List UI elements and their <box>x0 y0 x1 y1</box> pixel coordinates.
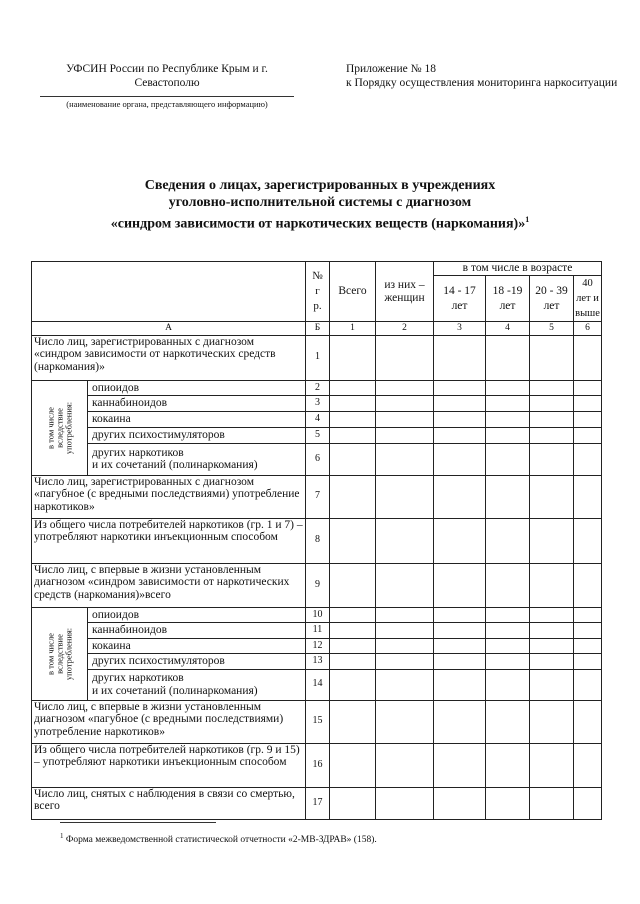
data-cell[interactable] <box>330 787 376 819</box>
data-cell[interactable] <box>574 700 602 743</box>
row-label: опиоидов <box>88 380 306 396</box>
data-cell[interactable] <box>330 335 376 380</box>
table-row <box>32 607 602 623</box>
row-number: 15 <box>306 700 330 743</box>
row-label: каннабиноидов <box>88 623 306 639</box>
row-label: Из общего числа потребителей наркотиков (гр. 9 и 15) – употребляют наркотики инъекционным способом <box>32 743 306 787</box>
table-row <box>32 654 602 670</box>
data-cell[interactable] <box>376 638 434 654</box>
data-cell[interactable] <box>330 669 376 700</box>
data-cell[interactable] <box>574 475 602 518</box>
data-cell[interactable] <box>330 743 376 787</box>
data-cell[interactable] <box>530 669 574 700</box>
data-cell[interactable] <box>434 638 486 654</box>
table-row <box>32 787 602 819</box>
table-row <box>32 380 602 396</box>
row-number: 8 <box>306 518 330 563</box>
colnum-3: 3 <box>434 322 486 336</box>
data-cell[interactable] <box>530 412 574 428</box>
organization-line-2: Севастополю <box>134 77 200 89</box>
row-label: других наркотиков и их сочетаний (полинаркомания) <box>88 669 306 700</box>
table-row <box>32 427 602 443</box>
data-cell[interactable] <box>330 380 376 396</box>
data-cell[interactable] <box>330 427 376 443</box>
data-cell[interactable] <box>574 638 602 654</box>
data-cell[interactable] <box>434 623 486 639</box>
data-cell[interactable] <box>486 743 530 787</box>
row-number: 17 <box>306 787 330 819</box>
row-label: Число лиц, зарегистрированных с диагнозом «синдром зависимости от наркотических средств (наркомания)» <box>32 335 306 380</box>
data-cell[interactable] <box>530 654 574 670</box>
header-age-14-17: 14 - 17 лет <box>434 276 486 322</box>
row-label: кокаина <box>88 638 306 654</box>
row-number: 4 <box>306 412 330 428</box>
data-cell[interactable] <box>574 518 602 563</box>
data-cell[interactable] <box>486 335 530 380</box>
title-line-3-text: «синдром зависимости от наркотических веществ (наркомания)» <box>110 216 526 232</box>
data-cell[interactable] <box>376 335 434 380</box>
data-cell[interactable] <box>376 412 434 428</box>
table-row <box>32 669 602 700</box>
data-cell[interactable] <box>530 787 574 819</box>
data-cell[interactable] <box>330 638 376 654</box>
data-cell[interactable] <box>486 669 530 700</box>
data-cell[interactable] <box>434 443 486 475</box>
data-cell[interactable] <box>574 654 602 670</box>
colnum-6: 6 <box>574 322 602 336</box>
data-cell[interactable] <box>486 443 530 475</box>
data-cell[interactable] <box>486 396 530 412</box>
data-cell[interactable] <box>530 638 574 654</box>
colnum-4: 4 <box>486 322 530 336</box>
data-cell[interactable] <box>376 443 434 475</box>
data-cell[interactable] <box>530 518 574 563</box>
data-cell[interactable] <box>434 607 486 623</box>
data-cell[interactable] <box>574 563 602 607</box>
document-title <box>40 177 600 233</box>
footnote-text: Форма межведомственной статистической отчетности «2-МВ-ЗДРАВ» (158). <box>63 835 377 846</box>
data-cell[interactable] <box>530 623 574 639</box>
data-cell[interactable] <box>486 623 530 639</box>
organization-underline <box>40 96 294 97</box>
row-label: Число лиц, с впервые в жизни установленным диагнозом «пагубное (с вредными последствиями) употребление наркотиков» <box>32 700 306 743</box>
data-cell[interactable] <box>434 787 486 819</box>
header-age-40-plus: 40 лет и выше <box>574 276 602 322</box>
header-row-number: № г р. <box>306 262 330 322</box>
data-cell[interactable] <box>574 787 602 819</box>
row-number: 1 <box>306 335 330 380</box>
header-women: из них – женщин <box>376 262 434 322</box>
colnum-5: 5 <box>530 322 574 336</box>
data-cell[interactable] <box>330 623 376 639</box>
table-row <box>32 335 602 380</box>
data-cell[interactable] <box>434 700 486 743</box>
data-cell[interactable] <box>486 380 530 396</box>
data-cell[interactable] <box>376 669 434 700</box>
table-row <box>32 563 602 607</box>
data-cell[interactable] <box>486 518 530 563</box>
header-age-group: в том числе в возрасте <box>434 262 602 276</box>
data-cell[interactable] <box>434 563 486 607</box>
row-number: 7 <box>306 475 330 518</box>
table-row <box>32 638 602 654</box>
data-cell[interactable] <box>530 335 574 380</box>
table-row <box>32 412 602 428</box>
table-row <box>32 518 602 563</box>
data-cell[interactable] <box>486 412 530 428</box>
row-number: 14 <box>306 669 330 700</box>
colnum-1: 1 <box>330 322 376 336</box>
usage-group-text: в том числе вследствие употребления: <box>45 401 73 454</box>
data-cell[interactable] <box>376 518 434 563</box>
usage-group-label <box>32 380 88 475</box>
title-line-2: уголовно-исполнительной системы с диагнозом <box>168 195 472 210</box>
header-age-20-39: 20 - 39 лет <box>530 276 574 322</box>
row-number: 10 <box>306 607 330 623</box>
header-total: Всего <box>330 262 376 322</box>
data-cell[interactable] <box>330 654 376 670</box>
data-cell[interactable] <box>530 396 574 412</box>
data-cell[interactable] <box>530 427 574 443</box>
data-cell[interactable] <box>434 412 486 428</box>
row-number: 5 <box>306 427 330 443</box>
data-cell[interactable] <box>330 396 376 412</box>
annex-description: к Порядку осуществления мониторинга наркоситуации <box>346 77 618 89</box>
row-label: Число лиц, с впервые в жизни установленным диагнозом «синдром зависимости от наркотических средств (наркомания)»всего <box>32 563 306 607</box>
data-cell[interactable] <box>434 380 486 396</box>
row-label: других наркотиков и их сочетаний (полинаркомания) <box>88 443 306 475</box>
data-cell[interactable] <box>486 700 530 743</box>
usage-group-label <box>32 607 88 700</box>
data-cell[interactable] <box>486 607 530 623</box>
data-cell[interactable] <box>434 427 486 443</box>
data-cell[interactable] <box>376 427 434 443</box>
row-number: 11 <box>306 623 330 639</box>
row-label: Из общего числа потребителей наркотиков (гр. 1 и 7) – употребляют наркотики инъекционным способом <box>32 518 306 563</box>
data-cell[interactable] <box>434 743 486 787</box>
table-row <box>32 443 602 475</box>
data-cell[interactable] <box>486 654 530 670</box>
data-cell[interactable] <box>434 475 486 518</box>
data-cell[interactable] <box>376 623 434 639</box>
colnum-b: Б <box>306 322 330 336</box>
data-cell[interactable] <box>486 475 530 518</box>
table-row <box>32 700 602 743</box>
organization-caption: (наименование органа, представляющего информацию) <box>66 99 268 109</box>
row-number: 9 <box>306 563 330 607</box>
annex-reference <box>346 62 617 90</box>
data-cell[interactable] <box>486 563 530 607</box>
data-cell[interactable] <box>376 700 434 743</box>
row-number: 13 <box>306 654 330 670</box>
data-cell[interactable] <box>330 700 376 743</box>
row-number: 16 <box>306 743 330 787</box>
colnum-2: 2 <box>376 322 434 336</box>
data-cell[interactable] <box>376 787 434 819</box>
row-label: каннабиноидов <box>88 396 306 412</box>
data-cell[interactable] <box>486 787 530 819</box>
row-label: опиоидов <box>88 607 306 623</box>
row-number: 6 <box>306 443 330 475</box>
data-cell[interactable] <box>530 700 574 743</box>
data-cell[interactable] <box>530 563 574 607</box>
row-label: других психостимуляторов <box>88 654 306 670</box>
table-row <box>32 475 602 518</box>
row-label: Число лиц, зарегистрированных с диагнозом «пагубное (с вредными последствиями) употребление наркотиков» <box>32 475 306 518</box>
organization-name <box>40 62 294 90</box>
data-cell[interactable] <box>376 475 434 518</box>
data-cell[interactable] <box>376 607 434 623</box>
data-cell[interactable] <box>530 607 574 623</box>
header-indicator-cell <box>32 262 306 322</box>
title-line-3 <box>40 211 600 233</box>
column-number-row <box>32 322 602 336</box>
data-cell[interactable] <box>574 669 602 700</box>
data-cell[interactable] <box>330 412 376 428</box>
data-cell[interactable] <box>330 443 376 475</box>
data-cell[interactable] <box>574 396 602 412</box>
usage-group-text: в том числе вследствие употребления: <box>45 627 73 680</box>
data-cell[interactable] <box>376 654 434 670</box>
data-cell[interactable] <box>330 607 376 623</box>
data-cell[interactable] <box>330 475 376 518</box>
data-cell[interactable] <box>574 443 602 475</box>
data-cell[interactable] <box>434 654 486 670</box>
row-number: 3 <box>306 396 330 412</box>
data-cell[interactable] <box>486 427 530 443</box>
data-cell[interactable] <box>574 335 602 380</box>
data-cell[interactable] <box>574 607 602 623</box>
statistics-table <box>31 261 602 820</box>
annex-number: Приложение № 18 <box>346 63 436 75</box>
data-cell[interactable] <box>376 743 434 787</box>
title-footnote-mark: 1 <box>525 215 530 224</box>
data-cell[interactable] <box>574 623 602 639</box>
data-cell[interactable] <box>574 380 602 396</box>
colnum-a: А <box>32 322 306 336</box>
data-cell[interactable] <box>330 563 376 607</box>
data-cell[interactable] <box>530 475 574 518</box>
footnote-separator <box>60 822 216 823</box>
data-cell[interactable] <box>434 396 486 412</box>
footnote-mark: 1 <box>60 832 64 840</box>
data-cell[interactable] <box>434 335 486 380</box>
footnote <box>60 832 377 845</box>
row-label: Число лиц, снятых с наблюдения в связи со смертью, всего <box>32 787 306 819</box>
row-label: кокаина <box>88 412 306 428</box>
table-row <box>32 743 602 787</box>
header-age-18-19: 18 -19 лет <box>486 276 530 322</box>
data-cell[interactable] <box>574 743 602 787</box>
title-line-1: Сведения о лицах, зарегистрированных в учреждениях <box>144 178 496 193</box>
row-number: 2 <box>306 380 330 396</box>
data-cell[interactable] <box>376 563 434 607</box>
data-cell[interactable] <box>330 518 376 563</box>
organization-line-1: УФСИН России по Республике Крым и г. <box>66 63 268 75</box>
row-label: других психостимуляторов <box>88 427 306 443</box>
data-cell[interactable] <box>434 669 486 700</box>
data-cell[interactable] <box>530 380 574 396</box>
row-number: 12 <box>306 638 330 654</box>
data-cell[interactable] <box>376 396 434 412</box>
data-cell[interactable] <box>574 412 602 428</box>
data-cell[interactable] <box>434 518 486 563</box>
table-row <box>32 396 602 412</box>
data-cell[interactable] <box>486 638 530 654</box>
table-row <box>32 623 602 639</box>
data-cell[interactable] <box>530 443 574 475</box>
data-cell[interactable] <box>376 380 434 396</box>
data-cell[interactable] <box>530 743 574 787</box>
data-cell[interactable] <box>574 427 602 443</box>
